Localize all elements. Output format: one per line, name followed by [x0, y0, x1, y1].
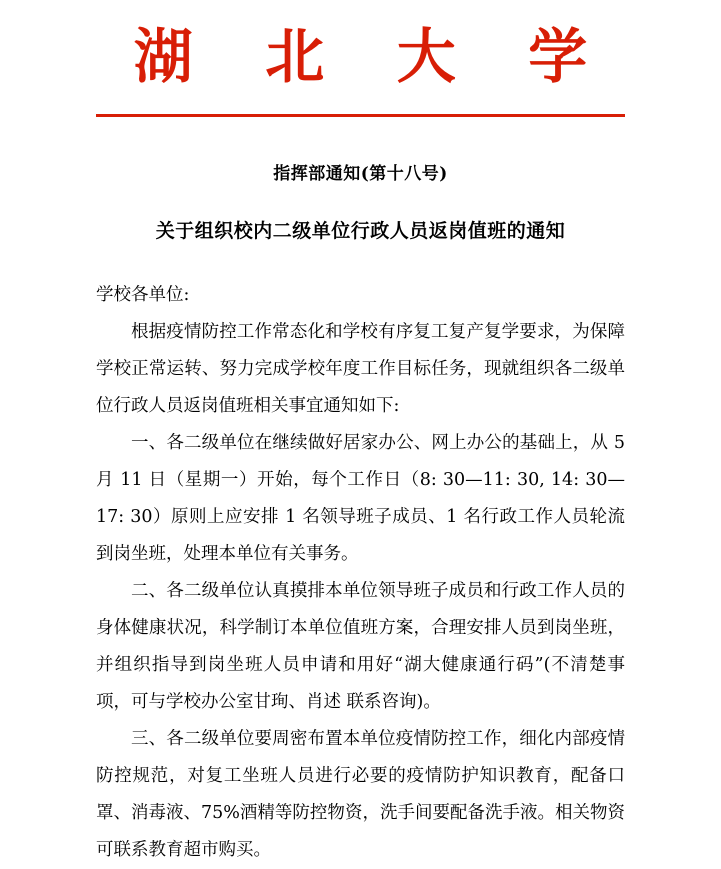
masthead-divider — [96, 114, 625, 117]
paragraph-3: 二、各二级单位认真摸排本单位领导班子成员和行政工作人员的身体健康状况，科学制订本单位值班方案，合理安排人员到岗坐班，并组织指导到岗坐班人员申请和用好“湖大健康通行码”(不清楚事项，可与学校办公室甘珣、肖述 联系咨询)。 — [96, 580, 625, 712]
paragraph-4: 三、各二级单位要周密布置本单位疫情防控工作，细化内部疫情防控规范，对复工坐班人员进行必要的疫情防护知识教育，配备口罩、消毒液、75%酒精等防控物资，洗手间要配备洗手液。相关物资可联系教育超市购买。 — [96, 728, 625, 860]
masthead — [96, 0, 625, 117]
document-body — [96, 277, 625, 869]
document-title: 关于组织校内二级单位行政人员返岗值班的通知 — [155, 219, 566, 242]
paragraph-1: 根据疫情防控工作常态化和学校有序复工复产复学要求，为保障学校正常运转、努力完成学校年度工作目标任务，现就组织各二级单位行政人员返岗值班相关事宜通知如下: — [96, 321, 625, 416]
university-name: 湖 北 大 学 — [133, 22, 614, 91]
salutation: 学校各单位: — [96, 284, 190, 305]
document-number: 指挥部通知(第十八号) — [273, 163, 448, 184]
paragraph-2: 一、各二级单位在继续做好居家办公、网上办公的基础上，从 5 月 11 日（星期一）开始，每个工作日（8: 30—11: 30, 14: 30—17: 30）原则上应安排 1 名领导班子成员、1 名行政工作人员轮流到岗坐班，处理本单位有关事务。 — [96, 432, 625, 564]
